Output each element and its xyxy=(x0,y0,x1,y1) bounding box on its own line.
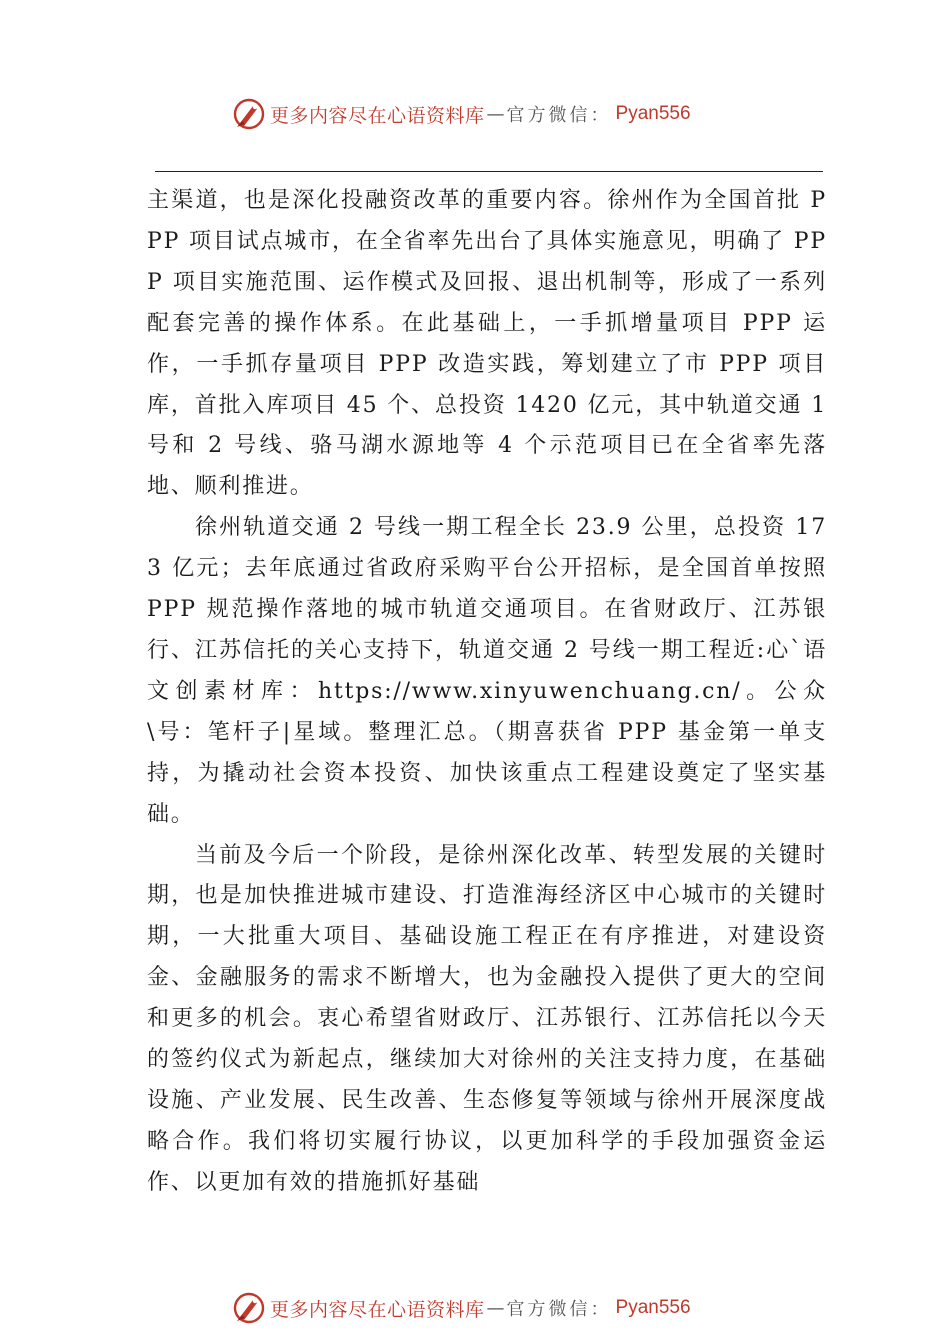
banner-title: 更多内容尽在心语资料库 xyxy=(270,104,485,127)
banner-label: 官方微信： xyxy=(506,105,612,126)
pen-logo-icon xyxy=(232,1291,266,1325)
pen-logo-icon xyxy=(232,97,266,131)
document-body xyxy=(147,181,827,1204)
footer-banner xyxy=(232,1288,691,1328)
banner-account: Pyan556 xyxy=(615,103,691,124)
banner-label: 官方微信： xyxy=(506,1299,612,1320)
header-banner xyxy=(232,94,691,134)
banner-separator: — xyxy=(486,103,505,125)
banner-title: 更多内容尽在心语资料库 xyxy=(270,1298,485,1321)
paragraph: 徐州轨道交通 2 号线一期工程全长 23.9 公里，总投资 173 亿元；去年底通过省政府采购平台公开招标，是全国首单按照PPP 规范操作落地的城市轨道交通项目。在省财政厅、江苏银行、江苏信托的关心支持下，轨道交通 2 号线一期工程近:心`语文创素材库：https://www.xinyuwenchuang.cn/。公众\号：笔杆子|星域。整理汇总。（期喜获省 PPP 基金第一单支持，为撬动社会资本投资、加快该重点工程建设奠定了坚实基础。 xyxy=(147,515,827,827)
paragraph: 当前及今后一个阶段，是徐州深化改革、转型发展的关键时期，也是加快推进城市建设、打造淮海经济区中心城市的关键时期，一大批重大项目、基础设施工程正在有序推进，对建设资金、金融服务的需求不断增大，也为金融投入提供了更大的空间和更多的机会。衷心希望省财政厅、江苏银行、江苏信托以今天的签约仪式为新起点，继续加大对徐州的关注支持力度，在基础设施、产业发展、民生改善、生态修复等领域与徐州开展深度战略合作。我们将切实履行协议，以更加科学的手段加强资金运作、以更加有效的措施抓好基础 xyxy=(147,842,827,1195)
paragraph: 主渠道，也是深化投融资改革的重要内容。徐州作为全国首批 PPP 项目试点城市，在全省率先出台了具体实施意见，明确了 PPP 项目实施范围、运作模式及回报、退出机制等，形成了一系列配套完善的操作体系。在此基础上，一手抓增量项目 PPP 运作，一手抓存量项目 PPP 改造实践，筹划建立了市 PPP 项目库，首批入库项目 45 个、总投资 1420 亿元，其中轨道交通 1 号和 2 号线、骆马湖水源地等 4 个示范项目已在全省率先落地、顺利推进。 xyxy=(147,188,827,500)
header-divider xyxy=(155,171,823,172)
banner-separator: — xyxy=(486,1297,505,1319)
banner-account: Pyan556 xyxy=(615,1297,691,1318)
